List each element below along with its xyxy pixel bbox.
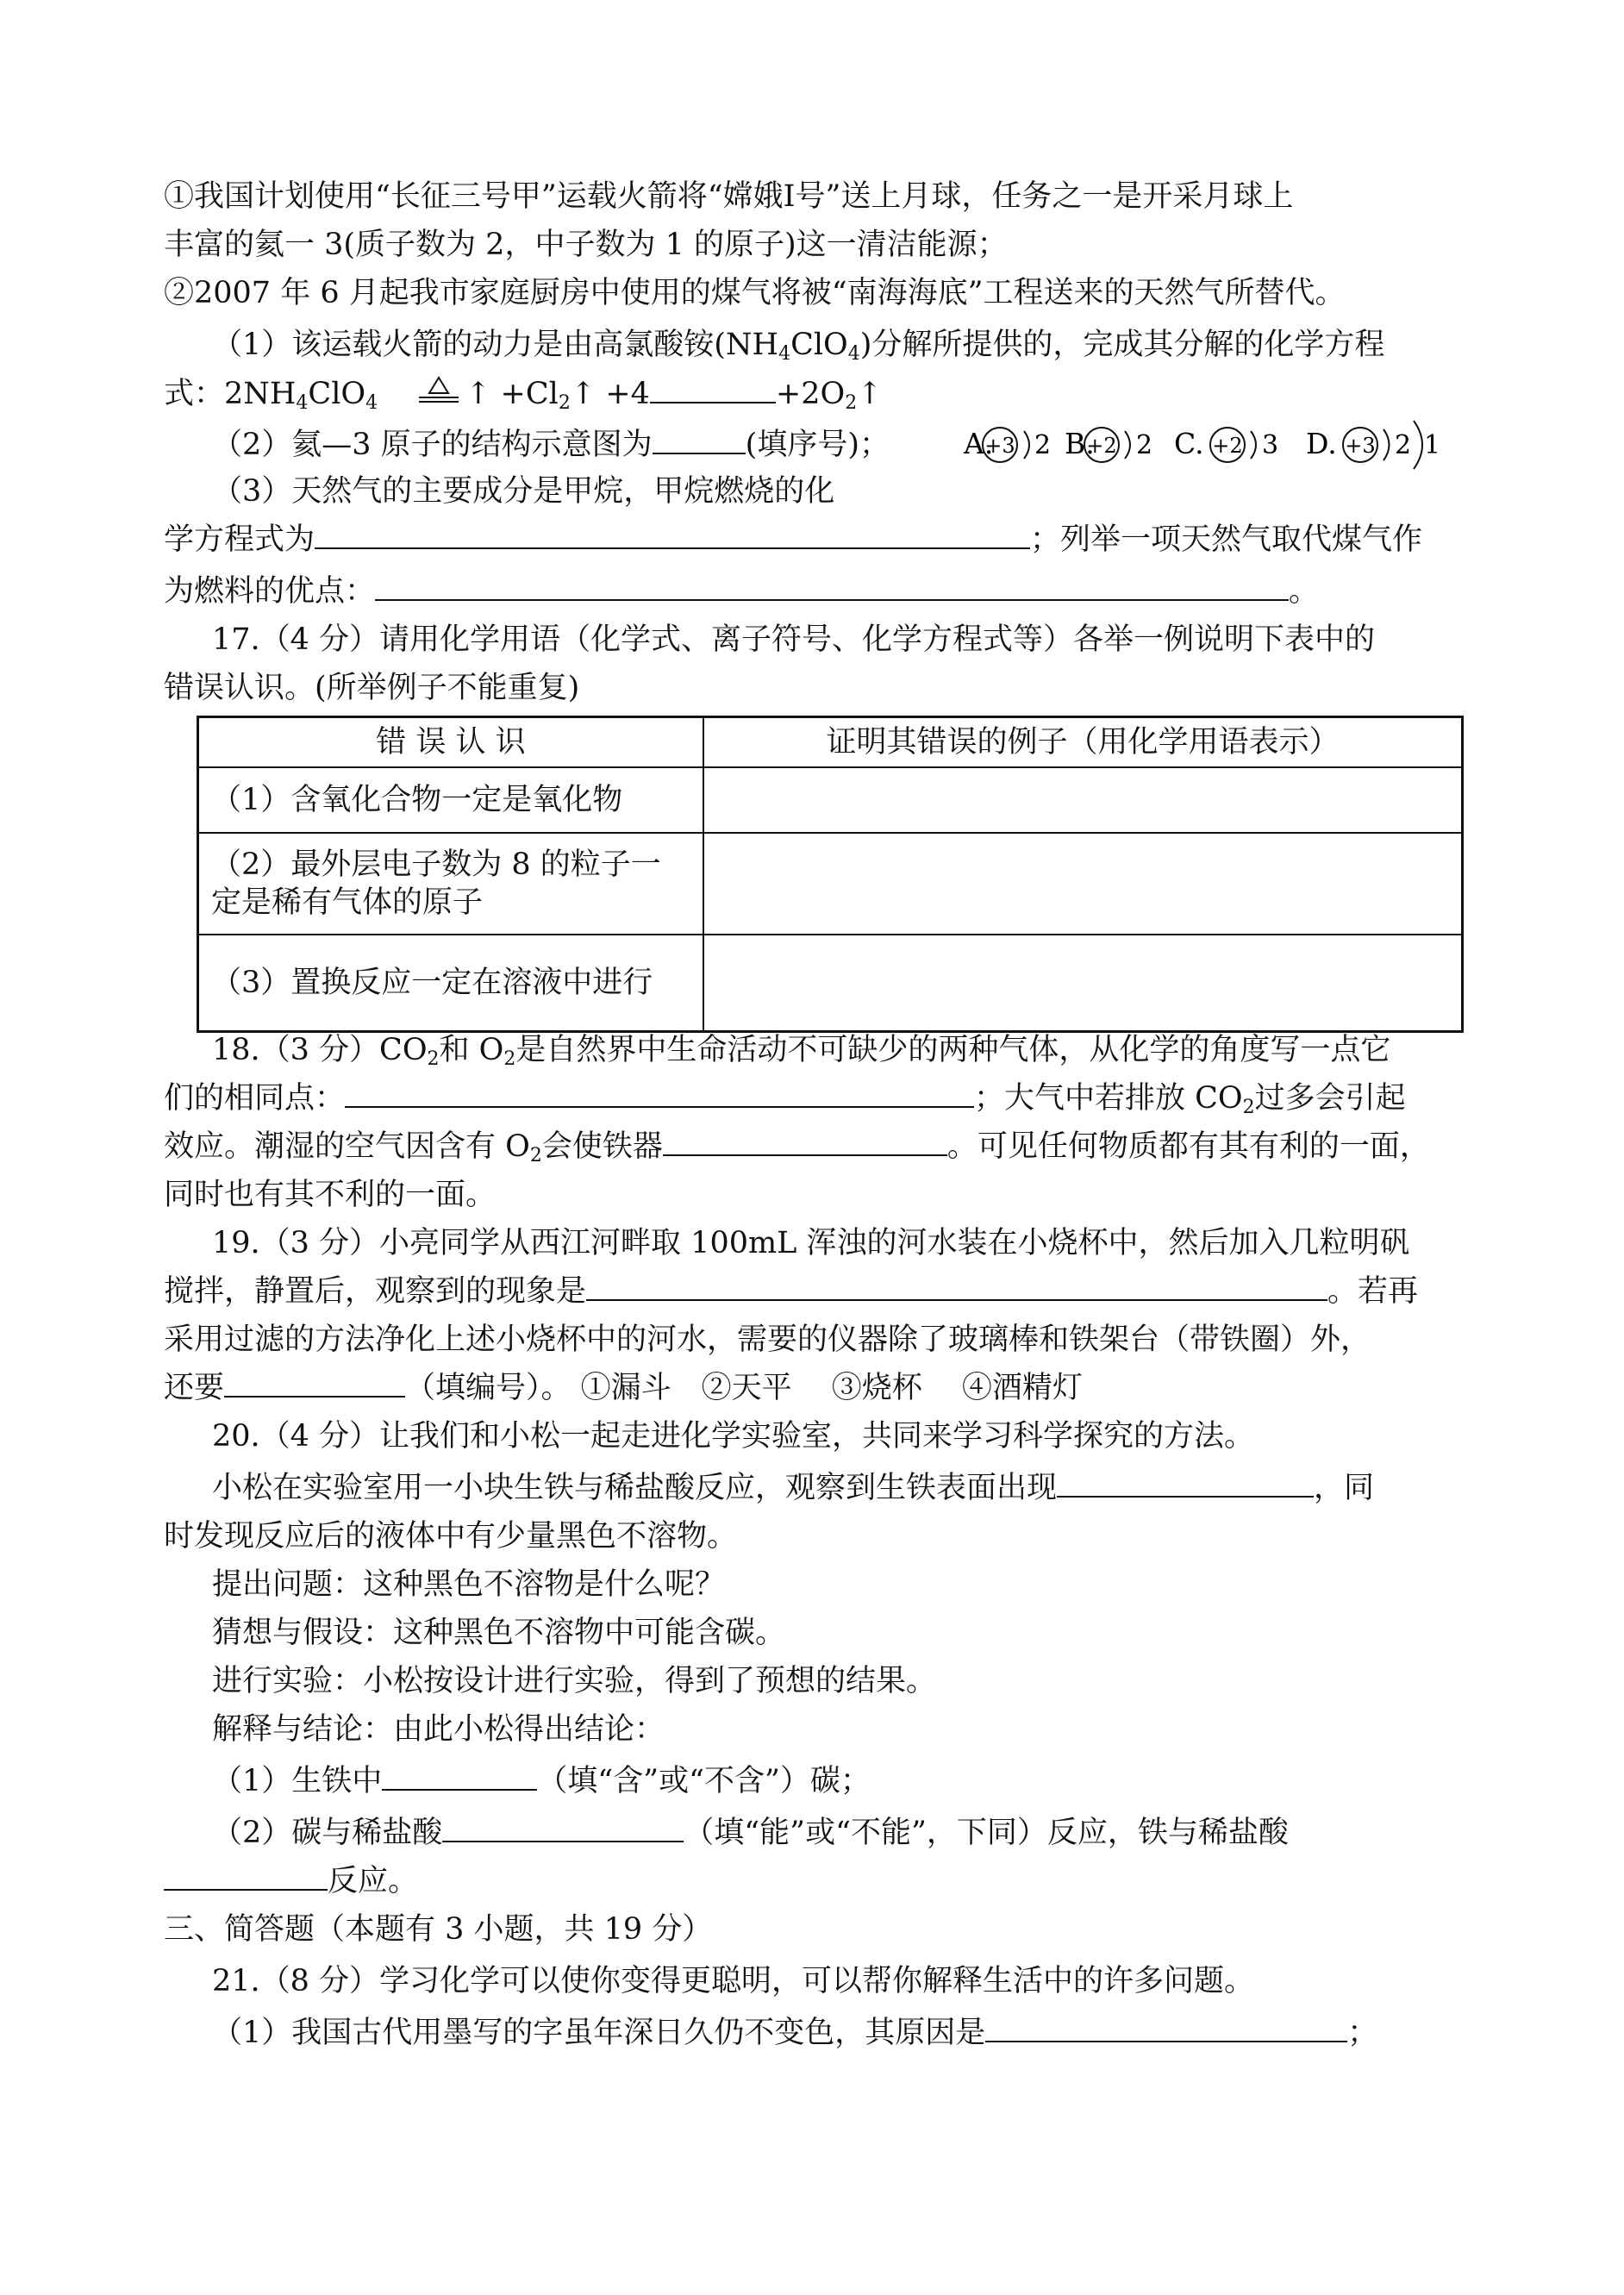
q16-part3-line2 — [164, 521, 1422, 559]
q18-line4: 同时也有其不利的一面。 — [164, 1178, 497, 1212]
atom-option-c — [1174, 427, 1278, 462]
q16-part3-l3a: 为燃料的优点： — [164, 574, 376, 609]
answer-blank[interactable] — [164, 1863, 328, 1891]
q16-part1-a: （1）该运载火箭的动力是由高氯酸铵(NH — [212, 328, 779, 362]
atom-diagrams — [948, 412, 1483, 481]
eq-part: ClO — [308, 377, 366, 411]
nucleus-charge: +3 — [984, 434, 1015, 458]
atom-option-d — [1306, 421, 1440, 469]
shell-electrons: 2 — [1136, 430, 1153, 460]
q16-part1-b: ClO — [790, 328, 848, 362]
q20-text: （填“含”或“不含”）碳； — [537, 1764, 871, 1798]
q21-text: ； — [1347, 2016, 1378, 2050]
answer-cell[interactable] — [703, 833, 1463, 935]
q18-text: 和 O — [439, 1033, 504, 1067]
option-letter: A. — [964, 427, 994, 460]
nucleus-charge: +3 — [1345, 434, 1376, 458]
q20-text: 小松在实验室用一小块生铁与稀盐酸反应，观察到生铁表面出现 — [212, 1471, 1058, 1505]
q20-line6: 进行实验：小松按设计进行实验，得到了预想的结果。 — [212, 1664, 937, 1698]
option-letter: B. — [1065, 427, 1095, 460]
subscript: 4 — [296, 392, 309, 414]
table-cell — [198, 833, 704, 935]
q18-line3 — [164, 1128, 1430, 1175]
answer-blank[interactable] — [1057, 1470, 1314, 1498]
eq-part: ↑ +4 — [570, 377, 650, 411]
q16-item2: ②2007 年 6 月起我市家庭厨房中使用的煤气将被“南海海底”工程送来的天然气所替代。 — [164, 276, 1346, 310]
option-letter: D. — [1306, 427, 1337, 460]
table-header-cell: 证明其错误的例子（用化学用语表示） — [703, 717, 1463, 768]
q18-text: 们的相同点： — [164, 1081, 346, 1116]
eq-part: +2O — [775, 377, 846, 411]
q20-text: （填“能”或“不能”，下同）反应，铁与稀盐酸 — [684, 1816, 1289, 1850]
table-row — [198, 935, 1463, 1031]
q20-line8 — [212, 1762, 871, 1800]
answer-cell[interactable] — [703, 767, 1463, 833]
q20-line3: 时发现反应后的液体中有少量黑色不溶物。 — [164, 1519, 738, 1554]
q16-item1-line1: ①我国计划使用“长征三号甲”运载火箭将“嫦娥Ⅰ号”送上月球，任务之一是开采月球上 — [164, 179, 1294, 214]
q21-line2 — [212, 2014, 1377, 2052]
answer-blank[interactable] — [650, 376, 776, 403]
q18-text: 会使铁器 — [541, 1129, 663, 1164]
answer-blank[interactable] — [382, 1763, 537, 1791]
q16-part3-line3 — [164, 572, 1319, 610]
q19-line3: 采用过滤的方法净化上述小烧杯中的河水，需要的仪器除了玻璃棒和铁架台（带铁圈）外， — [164, 1323, 1371, 1357]
error-table — [197, 716, 1464, 1033]
table-row — [198, 767, 1463, 833]
q21-line1: 21.（8 分）学习化学可以使你变得更聪明，可以帮你解释生活中的许多问题。 — [212, 1964, 1255, 1998]
q16-part3-l3b: 。 — [1289, 574, 1320, 609]
subscript: 2 — [1242, 1097, 1255, 1118]
q16-part3-line1: （3）天然气的主要成分是甲烷，甲烷燃烧的化 — [212, 474, 835, 509]
q16-part1-c: )分解所提供的，完成其分解的化学方程 — [859, 328, 1385, 362]
q20-line7: 解释与结论：由此小松得出结论： — [212, 1712, 665, 1747]
q19-line2 — [164, 1273, 1418, 1310]
subscript: 2 — [529, 1145, 542, 1166]
q18-text: 过多会引起 — [1254, 1081, 1406, 1116]
q16-part3-l2b: ；列举一项天然气取代煤气作 — [1030, 522, 1423, 557]
table-cell-line: （2）最外层电子数为 8 的粒子一 — [211, 847, 661, 882]
shell-electrons: 2 — [1034, 430, 1052, 460]
atom-option-a — [963, 427, 1051, 462]
q19-line4 — [164, 1369, 1083, 1407]
subscript: 2 — [427, 1048, 440, 1070]
q16-equation — [164, 374, 883, 422]
q18-text: 效应。潮湿的空气因含有 O — [164, 1129, 530, 1164]
nucleus-charge: +2 — [1212, 434, 1243, 458]
q19-text: （填编号）。 ①漏斗 ②天平 ③烧杯 ④酒精灯 — [405, 1371, 1083, 1405]
q20-text: （2）碳与稀盐酸 — [212, 1816, 443, 1850]
q19-line1: 19.（3 分）小亮同学从西江河畔取 100mL 浑浊的河水装在小烧杯中，然后加入几粒明矾 — [212, 1226, 1410, 1260]
subscript: 2 — [558, 392, 571, 414]
q16-part3-l2a: 学方程式为 — [164, 522, 315, 557]
q17-line1: 17.（4 分）请用化学用语（化学式、离子符号、化学方程式等）各举一例说明下表中的 — [212, 622, 1376, 657]
table-header-row — [198, 717, 1463, 768]
q20-line2 — [212, 1469, 1374, 1507]
answer-blank[interactable] — [653, 427, 746, 454]
nucleus-charge: +2 — [1086, 434, 1117, 458]
answer-blank[interactable] — [663, 1129, 947, 1156]
q18-text: 是自然界中生命活动不可缺少的两种气体，从化学的角度写一点它 — [515, 1033, 1391, 1067]
q18-line2 — [164, 1079, 1406, 1127]
subscript: 4 — [847, 343, 860, 365]
eq-part: ↑ — [857, 377, 883, 411]
table-row — [198, 833, 1463, 935]
answer-cell[interactable] — [703, 935, 1463, 1031]
table-cell: （3）置换反应一定在溶液中进行 — [198, 935, 704, 1031]
subscript: 2 — [503, 1048, 516, 1070]
q16-part2-b: (填序号)； — [745, 428, 890, 462]
q20-text: ，同 — [1314, 1471, 1375, 1505]
eq-part: ↑ +Cl — [465, 377, 559, 411]
answer-blank[interactable] — [442, 1815, 684, 1842]
answer-blank[interactable] — [985, 2015, 1347, 2042]
eq-part: 式：2NH — [164, 377, 297, 411]
q19-text: 搅拌，静置后，观察到的现象是 — [164, 1274, 587, 1309]
q18-line1 — [212, 1031, 1390, 1079]
table-cell-line: 定是稀有气体的原子 — [211, 885, 484, 920]
section-title: 三、简答题（本题有 3 小题，共 19 分） — [164, 1912, 713, 1947]
q18-text: ；大气中若排放 CO — [974, 1081, 1243, 1116]
q20-text: （1）生铁中 — [212, 1764, 383, 1798]
q20-line9 — [212, 1814, 1289, 1852]
q17-line2: 错误认识。(所举例子不能重复) — [164, 671, 580, 705]
atom-option-b — [1065, 427, 1152, 462]
q18-text: 18.（3 分）CO — [212, 1033, 428, 1067]
answer-blank[interactable] — [345, 1080, 974, 1108]
q20-line10 — [164, 1862, 418, 1900]
answer-blank[interactable] — [586, 1273, 1327, 1301]
subscript: 2 — [845, 392, 858, 414]
q16-part2-text — [212, 426, 890, 464]
heating-condition-icon — [412, 374, 465, 409]
shell-electrons: 1 — [1424, 430, 1441, 460]
q20-text: 反应。 — [328, 1864, 419, 1898]
table-cell: （1）含氧化合物一定是氧化物 — [198, 767, 704, 833]
q19-text: 还要 — [164, 1371, 225, 1405]
subscript: 4 — [365, 392, 378, 414]
subscript: 4 — [778, 343, 791, 365]
q21-text: （1）我国古代用墨写的字虽年深日久仍不变色，其原因是 — [212, 2016, 986, 2050]
q20-line1: 20.（4 分）让我们和小松一起走进化学实验室，共同来学习科学探究的方法。 — [212, 1419, 1255, 1454]
option-letter: C. — [1174, 427, 1204, 460]
answer-blank[interactable] — [315, 522, 1030, 549]
answer-blank[interactable] — [224, 1370, 405, 1398]
q20-line4: 提出问题：这种黑色不溶物是什么呢？ — [212, 1567, 726, 1602]
q16-part2-a: （2）氦—3 原子的结构示意图为 — [212, 428, 653, 462]
table-header-cell: 错 误 认 识 — [198, 717, 704, 768]
q16-part1-text — [212, 326, 1384, 373]
q18-text: 。可见任何物质都有其有利的一面， — [946, 1129, 1430, 1164]
shell-electrons: 2 — [1395, 430, 1412, 460]
answer-blank[interactable] — [375, 573, 1289, 601]
q16-item1-line2: 丰富的氦一 3(质子数为 2，中子数为 1 的原子)这一清洁能源； — [164, 228, 1008, 262]
q19-text: 。若再 — [1327, 1274, 1419, 1309]
q20-line5: 猜想与假设：这种黑色不溶物中可能含碳。 — [212, 1616, 786, 1650]
shell-electrons: 3 — [1262, 430, 1279, 460]
